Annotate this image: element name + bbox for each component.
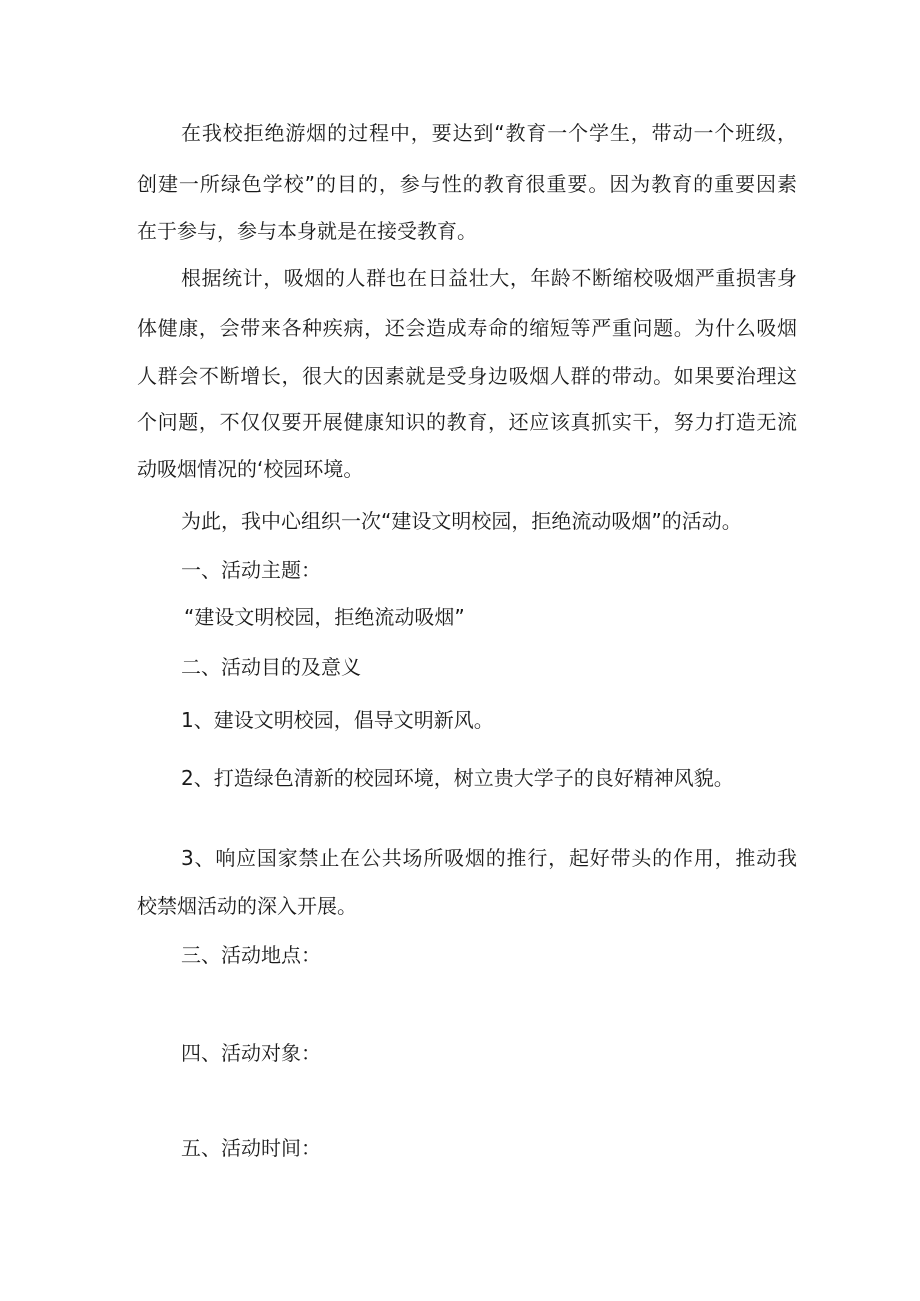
paragraph-2-line-3: 人群会不断增长，很大的因素就是受身边吸烟人群的带动。如果要治理这: [137, 364, 797, 388]
paragraph-2-line-4: 个问题，不仅仅要开展健康知识的教育，还应该真抓实干，努力打造无流: [137, 410, 797, 434]
section-2-heading: 二、活动目的及意义: [181, 655, 361, 679]
paragraph-3-line-1: 为此，我中心组织一次“建设文明校园，拒绝流动吸烟”的活动。: [181, 509, 742, 533]
purpose-item-2: 2、打造绿色清新的校园环境，树立贵大学子的良好精神风貌。: [181, 766, 734, 790]
section-1-heading: 一、活动主题：: [181, 558, 321, 582]
section-3-heading: 三、活动地点：: [181, 943, 321, 967]
purpose-item-3-line-1: 3、响应国家禁止在公共场所吸烟的推行，起好带头的作用，推动我: [181, 846, 797, 870]
paragraph-1-line-2: 创建一所绿色学校”的目的，参与性的教育很重要。因为教育的重要因素: [137, 172, 797, 196]
paragraph-1-line-3: 在于参与，参与本身就是在接受教育。: [137, 219, 477, 243]
section-4-heading: 四、活动对象：: [181, 1041, 321, 1065]
paragraph-2-line-1: 根据统计，吸烟的人群也在日益壮大，年龄不断缩校吸烟严重损害身: [181, 266, 797, 290]
section-5-heading: 五、活动时间：: [181, 1136, 321, 1160]
paragraph-1-line-1: 在我校拒绝游烟的过程中，要达到“教育一个学生，带动一个班级，: [181, 121, 797, 145]
purpose-item-3-line-2: 校禁烟活动的深入开展。: [137, 894, 357, 918]
paragraph-2-line-2: 体健康，会带来各种疾病，还会造成寿命的缩短等严重问题。为什么吸烟: [137, 316, 797, 340]
purpose-item-1: 1、建设文明校园，倡导文明新风。: [181, 708, 494, 732]
paragraph-2-line-5: 动吸烟情况的‘校园环境。: [137, 457, 364, 481]
activity-theme-quote: “建设文明校园，拒绝流动吸烟”: [184, 605, 465, 629]
